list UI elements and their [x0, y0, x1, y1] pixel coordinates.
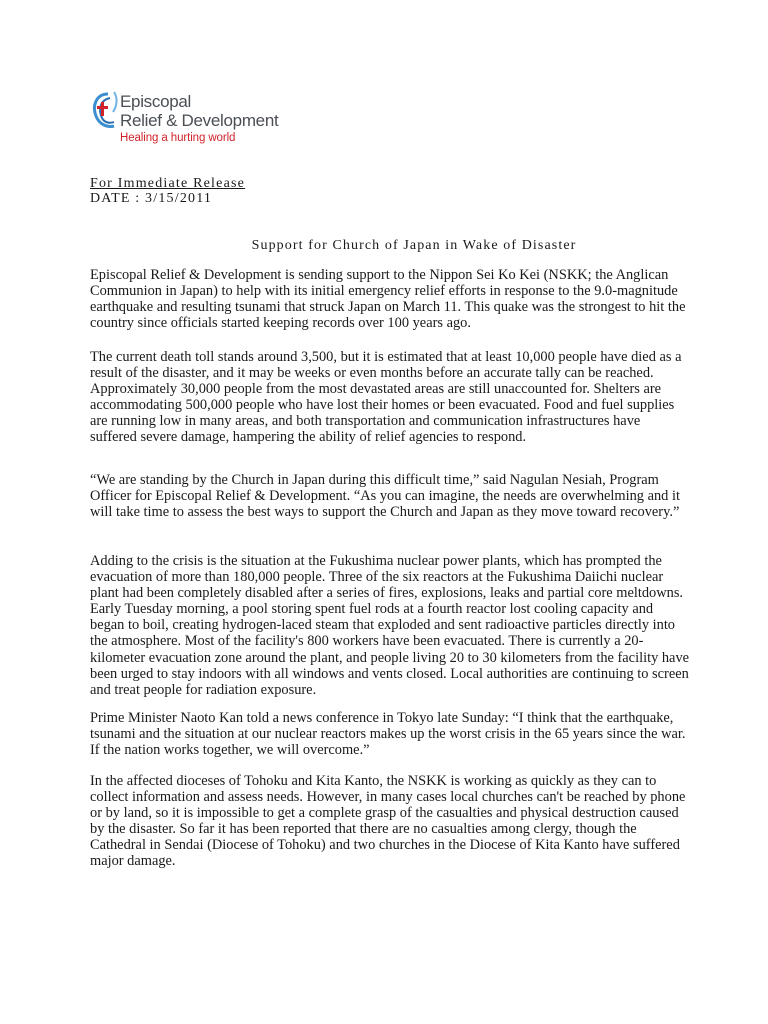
- paragraph-2: [90, 349, 690, 446]
- logo-name-line1: Episcopal: [120, 92, 192, 111]
- paragraph-text: Prime Minister Naoto Kan told a news conference in Tokyo late Sunday: “I think that the earthquake, tsunami and the situation at our nuclear reactors makes up the worst crisis in the 65 years since the war. If the nation works together, we will overcome.”: [90, 710, 686, 759]
- paragraph-4: [90, 553, 690, 698]
- document-title: Support for Church of Japan in Wake of Disaster: [251, 238, 577, 253]
- release-header: [90, 176, 245, 206]
- logo-name-line2: Relief & Development: [120, 111, 279, 130]
- organization-logo: [90, 90, 290, 162]
- logo-tagline: Healing a hurting world: [120, 132, 236, 144]
- paragraph-text: In the affected dioceses of Tohoku and Kita Kanto, the NSKK is working as quickly as they can to collect information and assess needs. However, in many cases local churches can't be reached by phone or by land, so it is impossible to get a complete grasp of the casualties and physical destruction caused by the disaster. So far it has been reported that there are no casualties among clergy, though the Cathedral in Sendai (Diocese of Tohoku) and two churches in the Diocese of Kita Kanto have suffered major damage.: [90, 773, 686, 870]
- paragraph-1: [90, 267, 690, 331]
- paragraph-text: Adding to the crisis is the situation at the Fukushima nuclear power plants, which has prompted the evacuation of more than 180,000 people. Three of the six reactors at the Fukushima Daiichi nuclear plant had been completely disabled after a series of fires, explosions, leaks and partial core meltdowns. Early Tuesday morning, a pool storing spent fuel rods at a fourth reactor lost cooling capacity and began to boil, creating hydrogen-laced steam that exploded and sent radioactive particles directly into the atmosphere. Most of the facility's 800 workers have been evacuated. There is currently a 20-kilometer evacuation zone around the plant, and people living 20 to 30 kilometers from the facility have been urged to stay indoors with all windows and vents closed. Local authorities are continuing to screen and treat people for radiation exposure.: [90, 553, 690, 698]
- paragraph-text: “We are standing by the Church in Japan during this difficult time,” said Nagulan Nesiah, Program Officer for Episcopal Relief & Development. “As you can imagine, the needs are overwhelming and it will take time to assess the best ways to support the Church and Japan as they move toward recovery.”: [90, 472, 680, 521]
- cross-swirl-icon: [90, 90, 120, 134]
- release-date: DATE : 3/15/2011: [90, 191, 213, 206]
- release-label: For Immediate Release: [90, 176, 246, 191]
- paragraph-text: Episcopal Relief & Development is sending support to the Nippon Sei Ko Kei (NSKK; the Anglican Communion in Japan) to help with its initial emergency relief efforts in response to the 9.0-magnitude earthquake and resulting tsunami that struck Japan on March 11. This quake was the strongest to hit the country since officials started keeping records over 100 years ago.: [90, 267, 686, 332]
- paragraph-text: The current death toll stands around 3,500, but it is estimated that at least 10,000 people have died as a result of the disaster, and it may be weeks or even months before an accurate tally can be reached. Approximately 30,000 people from the most devastated areas are still unaccounted for. Shelters are accommodating 500,000 people who have lost their homes or been evacuated. Food and fuel supplies are running low in many areas, and both transportation and communication infrastructures have suffered severe damage, hampering the ability of relief agencies to respond.: [90, 349, 682, 446]
- paragraph-6: [90, 773, 690, 870]
- paragraph-3: [90, 472, 690, 520]
- paragraph-5: [90, 710, 690, 758]
